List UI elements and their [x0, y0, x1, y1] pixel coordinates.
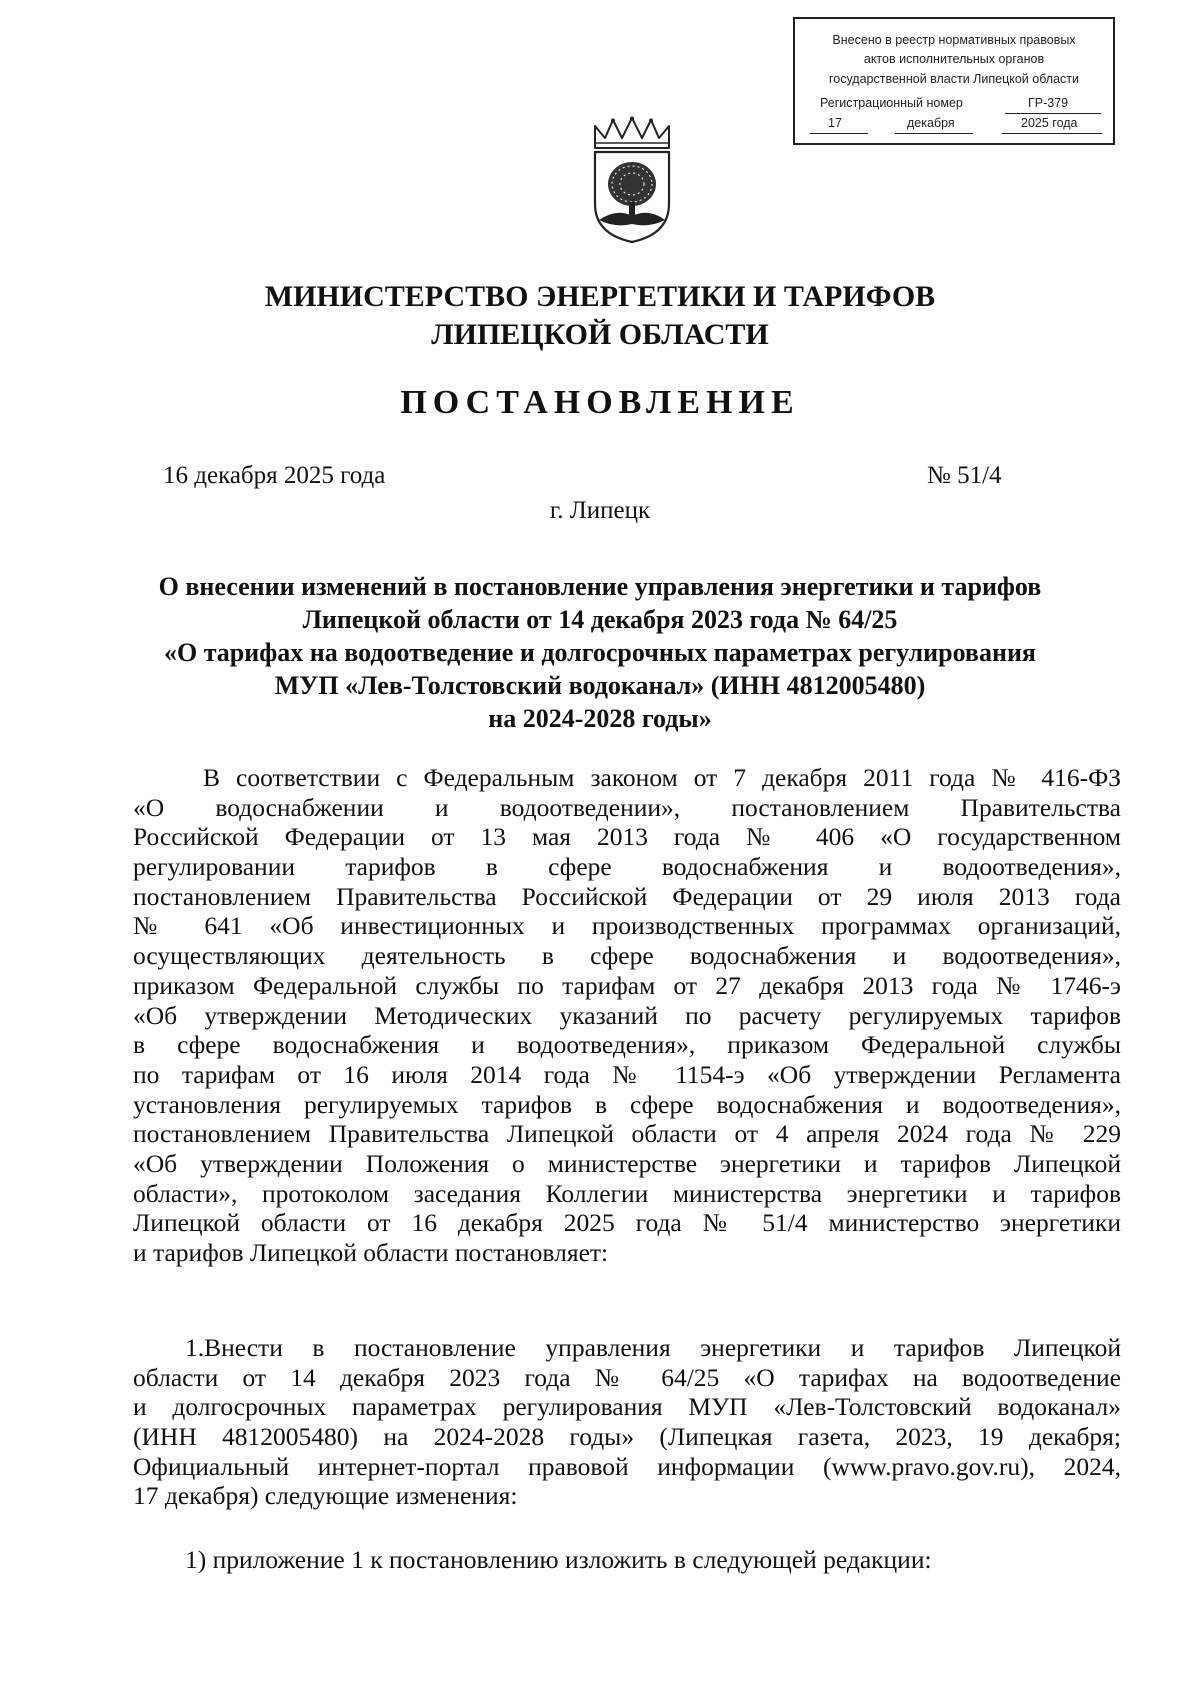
document-number: № 51/4 — [927, 462, 1002, 489]
text-line: В соответствии с Федеральным законом от 7 декабря 2011 года № 416-ФЗ — [203, 763, 1121, 792]
text-line: установления регулируемых тарифов в сфере водоснабжения и водоотведения», — [133, 1089, 1121, 1119]
text-line: области», протоколом заседания Коллегии министерства энергетики и тарифов — [133, 1178, 1121, 1208]
stamp-day: 17 — [828, 116, 842, 130]
stamp-line-2: актов исполнительных органов — [863, 52, 1045, 66]
stamp-line-1: Внесено в реестр нормативных правовых — [832, 33, 1076, 47]
text-line: 1) приложение 1 к постановлению изложить в следующей редакции: — [185, 1545, 932, 1574]
text-line: приказом Федеральной службы по тарифам от 27 декабря 2013 года № 1746-э — [133, 970, 1121, 1000]
text-line: регулировании тарифов в сфере водоснабжения и водоотведения», — [133, 852, 1121, 882]
text-line: и долгосрочных параметрах регулирования МУП «Лев-Толстовский водоканал» — [133, 1392, 1121, 1422]
text-line: в сфере водоснабжения и водоотведения», приказом Федеральной службы — [133, 1030, 1121, 1060]
stamp-line-3: государственной власти Липецкой области — [828, 72, 1080, 86]
stamp-reg-label: Регистрационный номер — [820, 96, 963, 110]
document-subject — [0, 570, 1200, 735]
subject-line: О внесении изменений в постановление управления энергетики и тарифов — [158, 572, 1042, 601]
text-line: «Об утверждении Методических указаний по расчету регулируемых тарифов — [133, 1000, 1121, 1030]
text-line: «Об утверждении Положения о министерстве энергетики и тарифов Липецкой — [133, 1148, 1121, 1178]
text-line: Российской Федерации от 13 мая 2013 года № 406 «О государственном — [133, 822, 1121, 852]
text-line: области от 14 декабря 2023 года № 64/25 «О тарифах на водоотведение — [133, 1362, 1121, 1392]
coat-of-arms-icon — [587, 116, 677, 244]
subject-line: «О тарифах на водоотведение и долгосрочных параметрах регулирования — [163, 638, 1036, 667]
text-line: постановлением Правительства Российской Федерации от 29 июля 2013 года — [133, 881, 1121, 911]
text-line: осуществляющих деятельность в сфере водоснабжения и водоотведения», — [133, 941, 1121, 971]
text-line: Официальный интернет-портал правовой информации (www.pravo.gov.ru), 2024, — [133, 1451, 1121, 1481]
text-line: 1.Внести в постановление управления энергетики и тарифов Липецкой — [185, 1333, 1121, 1362]
subject-line: МУП «Лев-Толстовский водоканал» (ИНН 4812005480) — [274, 671, 926, 700]
text-line: по тарифам от 16 июля 2014 года № 1154-э «Об утверждении Регламента — [133, 1059, 1121, 1089]
text-line: Липецкой области от 16 декабря 2025 года № 51/4 министерство энергетики — [133, 1208, 1121, 1238]
text-line: (ИНН 4812005480) на 2024-2028 годы» (Липецкая газета, 2023, 19 декабря; — [133, 1422, 1121, 1452]
stamp-month: декабря — [907, 116, 955, 130]
subclause-1-paragraph — [133, 1545, 1121, 1575]
subject-line: Липецкой области от 14 декабря 2023 года № 64/25 — [302, 605, 898, 634]
document-date: 16 декабря 2025 года — [163, 462, 386, 489]
text-line: 17 декабря) следующие изменения: — [133, 1481, 518, 1511]
stamp-reg-number: ГР-379 — [1028, 96, 1069, 110]
text-line: «О водоснабжении и водоотведении», постановлением Правительства — [133, 792, 1121, 822]
document-city: г. Липецк — [549, 497, 651, 524]
stamp-year: 2025 года — [1021, 116, 1078, 130]
registry-stamp — [793, 17, 1115, 145]
ministry-name — [0, 278, 1200, 354]
clause-1-paragraph — [133, 1333, 1121, 1511]
text-line: № 641 «Об инвестиционных и производственных программах организаций, — [133, 911, 1121, 941]
document-type: ПОСТАНОВЛЕНИЕ — [400, 384, 800, 421]
ministry-line-2: ЛИПЕЦКОЙ ОБЛАСТИ — [431, 318, 769, 351]
preamble-paragraph — [133, 763, 1121, 1268]
text-line: постановлением Правительства Липецкой области от 4 апреля 2024 года № 229 — [133, 1119, 1121, 1149]
text-line: и тарифов Липецкой области постановляет: — [133, 1238, 609, 1267]
ministry-line-1: МИНИСТЕРСТВО ЭНЕРГЕТИКИ И ТАРИФОВ — [264, 280, 936, 313]
subject-line: на 2024-2028 годы» — [488, 704, 712, 733]
